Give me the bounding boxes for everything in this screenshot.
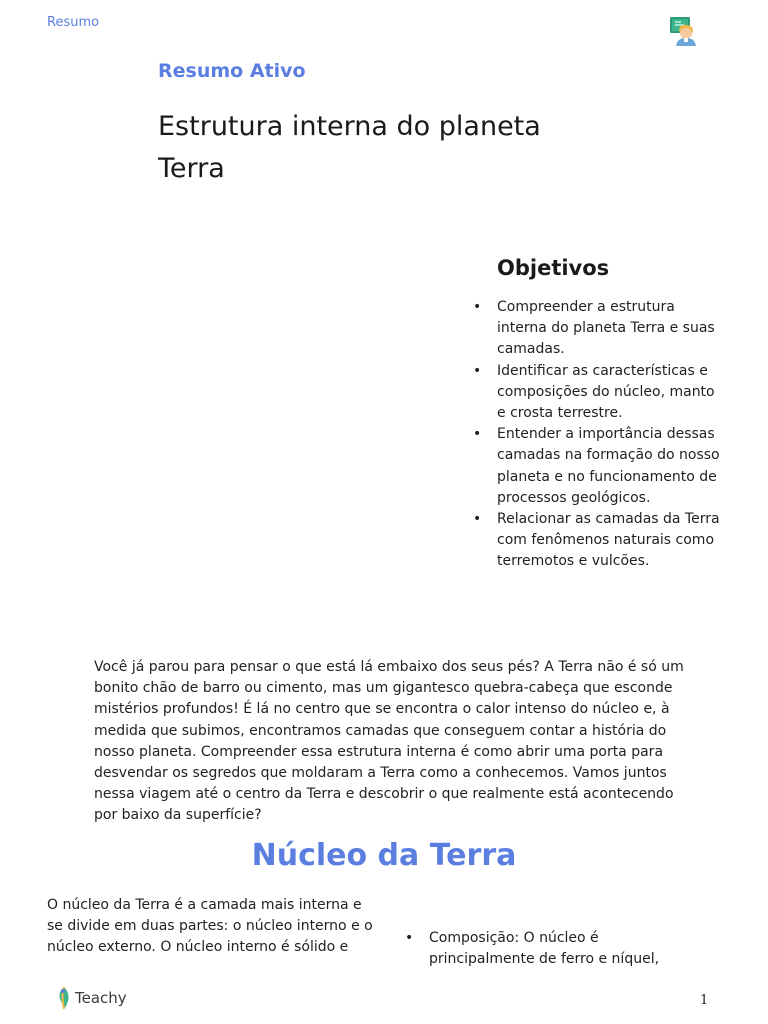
teachy-leaf-icon <box>57 986 71 1010</box>
page-number: 1 <box>700 993 709 1008</box>
section-right-list <box>404 928 674 970</box>
section-left-paragraph: O núcleo da Terra é a camada mais interna e se divide em duas partes: o núcleo interno e o núcleo externo. O núcleo interno é sólido e <box>47 897 373 956</box>
breadcrumb[interactable]: Resumo <box>47 15 100 30</box>
list-item: • Entender a importância dessas camadas na formação do nosso planeta e no funcionamento de processos geológicos. <box>472 424 722 509</box>
list-item: • Composição: O núcleo é principalmente de ferro e níquel, <box>404 928 674 970</box>
section-heading: Núcleo da Terra <box>251 838 517 873</box>
page-title: Estrutura interna do planeta Terra <box>158 111 541 184</box>
intro-paragraph: Você já parou para pensar o que está lá embaixo dos seus pés? A Terra não é só um bonito chão de barro ou cimento, mas um gigantesco quebra-cabeça que esconde mistérios profundos! É lá no centro que se encontra o calor intenso do núcleo e, à medida que subimos, encontramos camadas que conseguem contar a história do nosso planeta. Compreender essa estrutura interna é como abrir uma porta para desvendar os segredos que moldaram a Terra como a conhecemos. Vamos juntos nessa viagem até o centro da Terra e descobrir o que realmente está acontecendo por baixo da superfície? <box>94 659 684 824</box>
list-item: • Identificar as características e composições do núcleo, manto e crosta terrestre. <box>472 361 722 425</box>
list-item: • Relacionar as camadas da Terra com fenômenos naturais como terremotos e vulcões. <box>472 509 722 573</box>
teacher-avatar-icon <box>668 16 698 46</box>
objectives-heading: Objetivos <box>497 256 610 280</box>
objectives-list <box>472 297 722 573</box>
brand-name: Teachy <box>75 989 127 1007</box>
document-label: Resumo Ativo <box>158 60 306 82</box>
teachy-logo <box>57 985 127 1011</box>
list-item: • Compreender a estrutura interna do planeta Terra e suas camadas. <box>472 297 722 361</box>
